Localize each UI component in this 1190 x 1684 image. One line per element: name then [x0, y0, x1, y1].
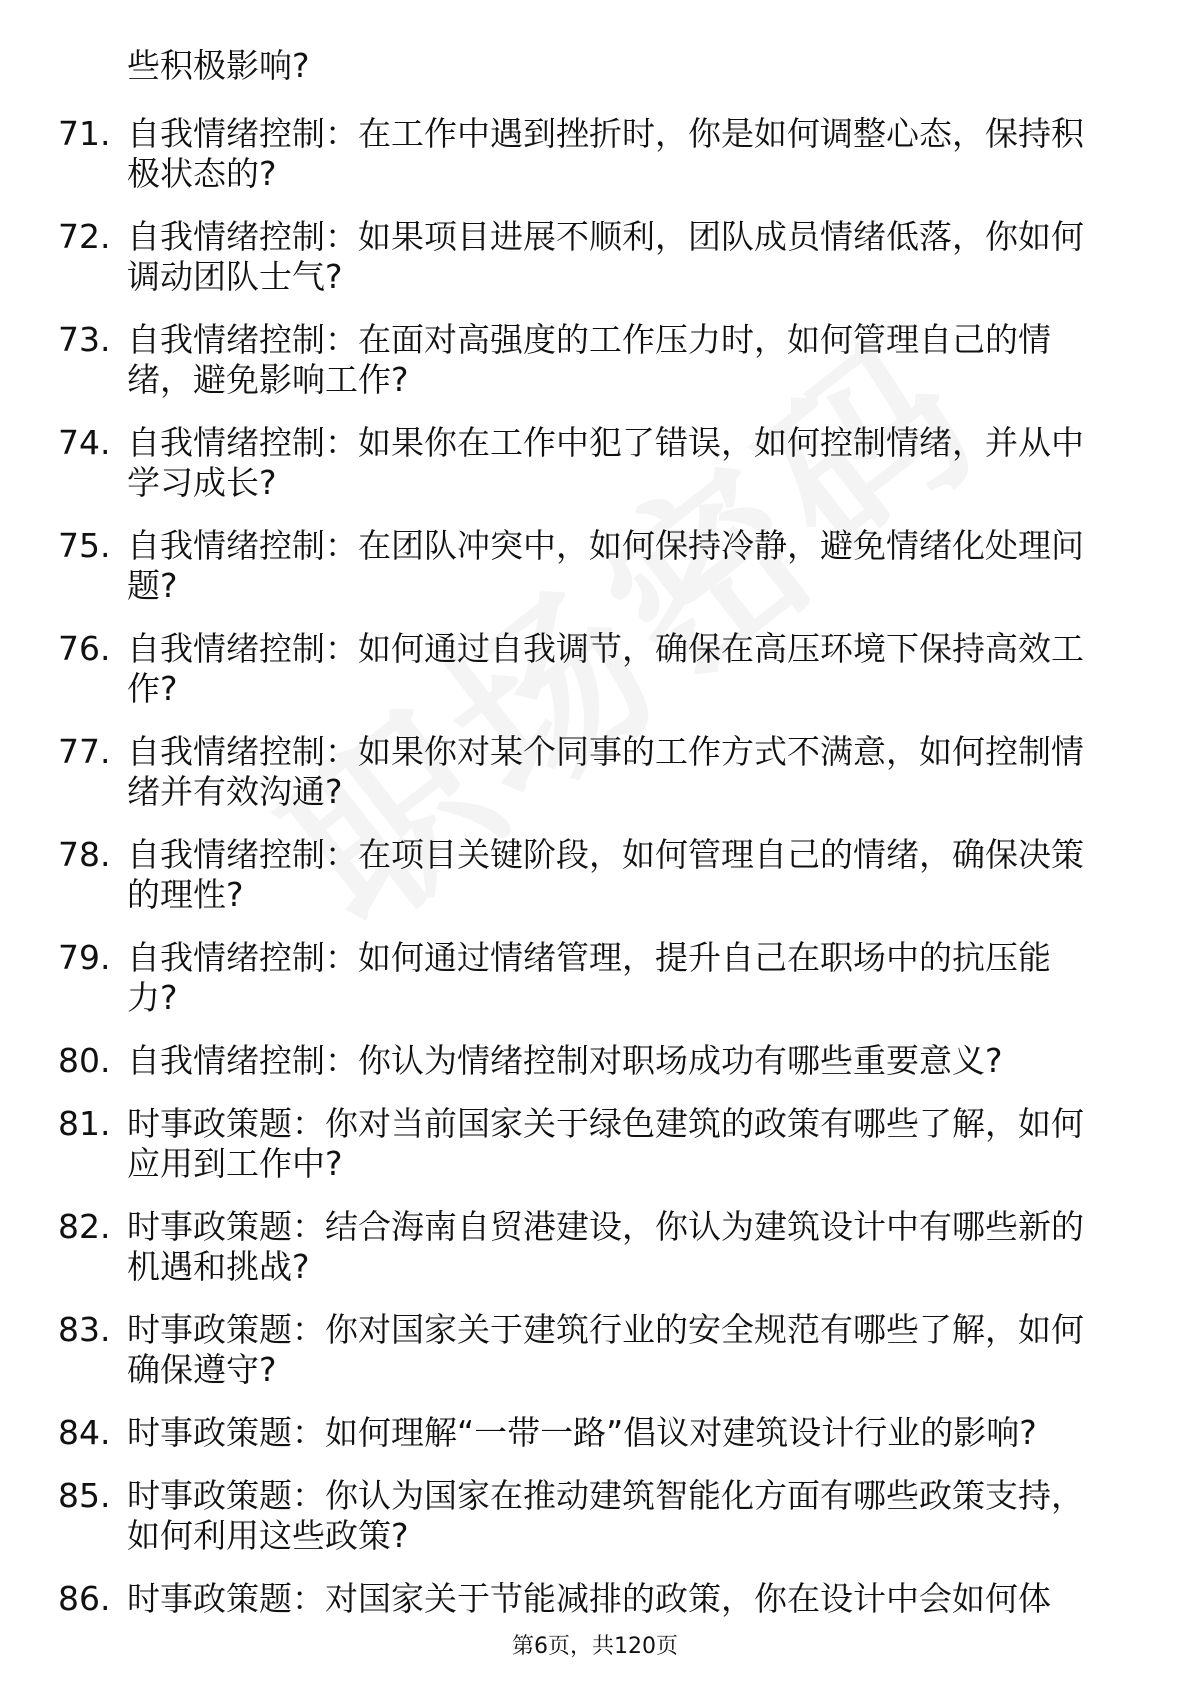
question-text: 自我情绪控制：如何通过情绪管理，提升自己在职场中的抗压能力?: [127, 938, 1051, 1017]
question-item: [58, 114, 1097, 194]
question-number: 85.: [58, 1476, 111, 1515]
question-text: 自我情绪控制：在项目关键阶段，如何管理自己的情绪，确保决策的理性?: [127, 835, 1084, 914]
page-footer: 第6页，共120页: [512, 1634, 678, 1659]
question-number: 79.: [58, 938, 111, 977]
question-text: 时事政策题：你对国家关于建筑行业的安全规范有哪些了解，如何确保遵守?: [127, 1310, 1084, 1389]
question-item: [58, 423, 1097, 503]
question-text: 时事政策题：你对当前国家关于绿色建筑的政策有哪些了解，如何应用到工作中?: [127, 1104, 1084, 1183]
question-item: [58, 217, 1097, 297]
question-item: [58, 1041, 1097, 1081]
question-text: 自我情绪控制：在面对高强度的工作压力时，如何管理自己的情绪，避免影响工作?: [127, 320, 1051, 399]
question-text: 自我情绪控制：如果你对某个同事的工作方式不满意，如何控制情绪并有效沟通?: [127, 732, 1084, 811]
question-list: [58, 114, 1118, 1642]
question-text: 自我情绪控制：在工作中遇到挫折时，你是如何调整心态，保持积极状态的?: [127, 114, 1084, 193]
question-text: 时事政策题：对国家关于节能减排的政策，你在设计中会如何体: [127, 1579, 1051, 1618]
question-number: 74.: [58, 423, 111, 462]
question-number: 80.: [58, 1041, 111, 1080]
question-item: [58, 835, 1097, 915]
question-number: 78.: [58, 835, 111, 874]
question-text: 时事政策题：结合海南自贸港建设，你认为建筑设计中有哪些新的机遇和挑战?: [127, 1207, 1084, 1286]
question-item: [58, 1413, 1097, 1453]
question-item: [58, 1476, 1097, 1556]
question-item: [58, 320, 1097, 400]
question-number: 84.: [58, 1413, 111, 1452]
question-text: 自我情绪控制：如果项目进展不顺利，团队成员情绪低落，你如何调动团队士气?: [127, 217, 1084, 296]
question-number: 77.: [58, 732, 111, 771]
question-number: 73.: [58, 320, 111, 359]
question-text: 自我情绪控制：如何通过自我调节，确保在高压环境下保持高效工作?: [127, 629, 1084, 708]
question-number: 83.: [58, 1310, 111, 1349]
question-item: [58, 1310, 1097, 1390]
question-item: [58, 1579, 1097, 1619]
question-number: 72.: [58, 217, 111, 256]
question-text: 自我情绪控制：如果你在工作中犯了错误，如何控制情绪，并从中学习成长?: [127, 423, 1084, 502]
question-text: 时事政策题：如何理解“一带一路”倡议对建筑设计行业的影响?: [127, 1413, 1037, 1452]
question-number: 75.: [58, 526, 111, 565]
question-text: 自我情绪控制：你认为情绪控制对职场成功有哪些重要意义?: [127, 1041, 1003, 1080]
question-item: [58, 1104, 1097, 1184]
continuation-text: 些积极影响?: [127, 46, 310, 85]
question-text: 时事政策题：你认为国家在推动建筑智能化方面有哪些政策支持，如何利用这些政策?: [127, 1476, 1084, 1555]
question-text: 自我情绪控制：在团队冲突中，如何保持冷静，避免情绪化处理问题?: [127, 526, 1084, 605]
question-number: 76.: [58, 629, 111, 668]
question-number: 86.: [58, 1579, 111, 1618]
question-item: [58, 938, 1097, 1018]
question-number: 81.: [58, 1104, 111, 1143]
question-number: 71.: [58, 114, 111, 153]
question-item: [58, 732, 1097, 812]
question-number: 82.: [58, 1207, 111, 1246]
question-item: [58, 1207, 1097, 1287]
question-item: [58, 526, 1097, 606]
question-item: [58, 629, 1097, 709]
